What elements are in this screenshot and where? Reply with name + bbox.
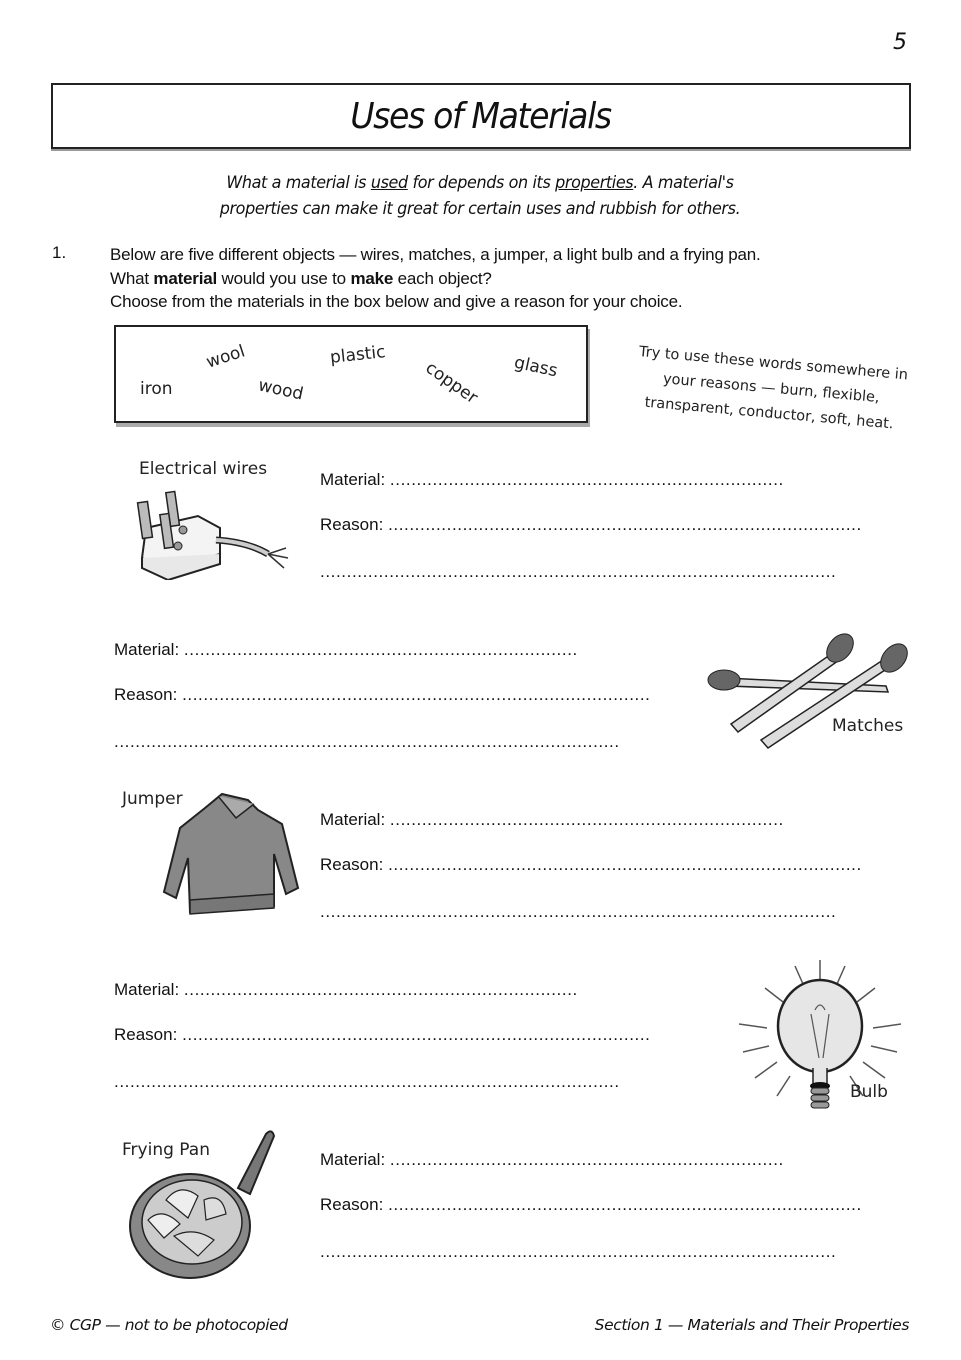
material-label: Material:: [320, 810, 386, 829]
plug-icon: [128, 488, 298, 580]
jumper-icon: [160, 788, 305, 923]
wires-reason-field[interactable]: [320, 515, 912, 535]
title-box: [51, 83, 911, 149]
reason-dots: .........................................................................................: [388, 1195, 862, 1214]
pan-material-field[interactable]: [320, 1150, 784, 1170]
reason-dots: ........................................................................................: [182, 685, 651, 704]
material-word-iron: iron: [140, 379, 173, 399]
material-dots: ..........................................................................: [183, 980, 578, 999]
material-dots: ..........................................................................: [389, 470, 784, 489]
intro-text-part: What a material is: [226, 173, 371, 193]
jumper-material-field[interactable]: [320, 810, 784, 830]
pan-reason-field[interactable]: [320, 1195, 912, 1215]
reason-label: Reason:: [320, 1195, 384, 1214]
hint-text: Try to use these words somewhere in your reasons — burn, flexible, transparent, conductor, soft, heat.: [638, 343, 909, 433]
material-word-plastic: plastic: [329, 342, 387, 368]
reason-label: Reason:: [114, 685, 178, 704]
bulb-reason-line2[interactable]: ...............................................................................................: [114, 1072, 620, 1091]
question-line3: Choose from the materials in the box below and give a reason for your choice.: [110, 292, 683, 311]
material-word-wood: wood: [256, 375, 306, 405]
wires-reason-line2[interactable]: .................................................................................................: [320, 562, 837, 581]
wires-material-field[interactable]: [320, 470, 784, 490]
object-label-wires: Electrical wires: [139, 459, 268, 479]
material-label: Material:: [320, 1150, 386, 1169]
material-dots: ..........................................................................: [389, 1150, 784, 1169]
material-word-wool: wool: [203, 341, 248, 373]
intro-used-underlined: used: [370, 173, 408, 193]
materials-box: [114, 325, 588, 423]
material-label: Material:: [114, 980, 180, 999]
reason-label: Reason:: [320, 515, 384, 534]
footer-copyright: © CGP — not to be photocopied: [50, 1316, 288, 1334]
intro-properties-underlined: properties: [555, 173, 634, 193]
question-line2: What material would you use to make each object?: [110, 268, 492, 288]
jumper-reason-line2[interactable]: .................................................................................................: [320, 902, 837, 921]
intro-text: [142, 170, 819, 222]
material-dots: ..........................................................................: [183, 640, 578, 659]
object-label-bulb: Bulb: [850, 1082, 888, 1102]
jumper-reason-field[interactable]: [320, 855, 912, 875]
footer-section: Section 1 — Materials and Their Properties: [594, 1316, 909, 1334]
matches-material-field[interactable]: [114, 640, 578, 660]
page-number: 5: [893, 30, 907, 55]
question-number: 1.: [52, 243, 67, 262]
material-label: Material:: [320, 470, 386, 489]
page-title: Uses of Materials: [350, 95, 612, 137]
frying-pan-icon: [118, 1126, 283, 1281]
material-word-copper: copper: [421, 357, 482, 409]
bulb-material-field[interactable]: [114, 980, 578, 1000]
reason-dots: .........................................................................................: [388, 855, 862, 874]
bulb-reason-field[interactable]: [114, 1025, 706, 1045]
intro-text-part: . A material's: [633, 173, 734, 193]
matches-reason-line2[interactable]: ...............................................................................................: [114, 732, 620, 751]
object-label-matches: Matches: [832, 716, 904, 736]
reason-dots: ........................................................................................: [182, 1025, 651, 1044]
question-line1: Below are five different objects — wires, matches, a jumper, a light bulb and a frying pan.: [110, 245, 761, 264]
reason-label: Reason:: [320, 855, 384, 874]
matches-reason-field[interactable]: [114, 685, 706, 705]
intro-text-part: for depends on its: [407, 173, 556, 193]
reason-dots: .........................................................................................: [388, 515, 862, 534]
object-label-frying-pan: Frying Pan: [122, 1140, 210, 1160]
intro-text-line2: properties can make it great for certain uses and rubbish for others.: [219, 199, 741, 219]
material-label: Material:: [114, 640, 180, 659]
object-label-jumper: Jumper: [122, 789, 183, 809]
material-dots: ..........................................................................: [389, 810, 784, 829]
question-text: [110, 243, 761, 314]
material-word-glass: glass: [512, 352, 560, 382]
reason-label: Reason:: [114, 1025, 178, 1044]
pan-reason-line2[interactable]: .................................................................................................: [320, 1242, 837, 1261]
